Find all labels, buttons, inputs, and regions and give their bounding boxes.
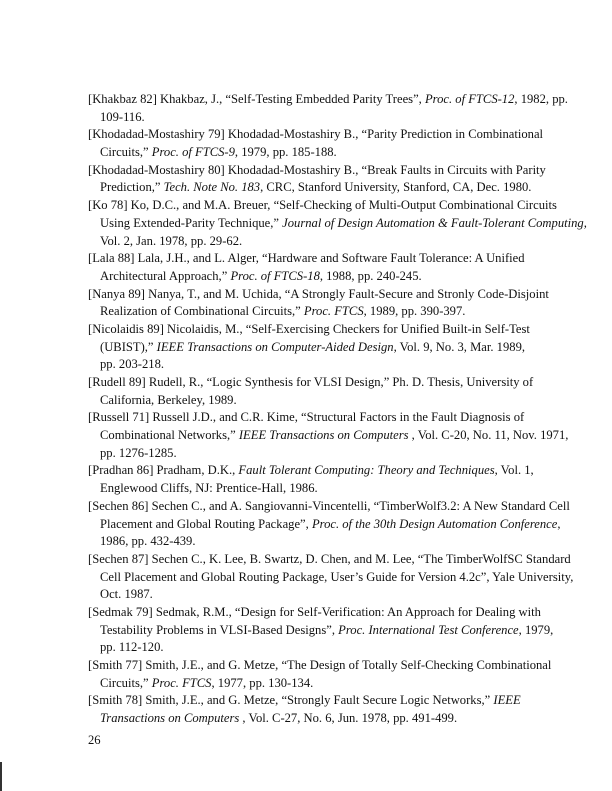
reference-line — [88, 356, 588, 374]
reference-line — [88, 480, 588, 498]
reference-text: , CRC, Stanford University, Stanford, CA, Dec. 1980. — [260, 180, 532, 195]
reference-text: pp. 1276-1285. — [100, 445, 177, 460]
reference-line — [88, 516, 588, 534]
reference-italic-text: Proc. of FTCS-18 — [230, 268, 320, 283]
reference-text: , 1979, — [518, 622, 554, 637]
reference-line — [88, 657, 588, 675]
reference-text: Using Extended-Parity Technique,” — [100, 215, 283, 230]
reference-text: Circuits,” — [100, 675, 152, 690]
reference-line — [88, 551, 588, 569]
reference-line — [88, 91, 588, 109]
reference-line — [88, 109, 588, 127]
reference-text: 109-116. — [100, 109, 145, 124]
reference-line — [88, 233, 588, 251]
reference-entry — [88, 197, 588, 250]
reference-entry — [88, 604, 588, 657]
reference-line — [88, 462, 588, 480]
reference-text: [Smith 78] Smith, J.E., and G. Metze, “Strongly Fault Secure Logic Networks,” — [88, 693, 494, 708]
reference-line — [88, 286, 588, 304]
reference-entry — [88, 692, 588, 727]
reference-line — [88, 427, 588, 445]
reference-text: California, Berkeley, 1989. — [100, 392, 237, 407]
reference-line — [88, 498, 588, 516]
reference-text: Oct. 1987. — [100, 587, 153, 602]
reference-entry — [88, 409, 588, 462]
reference-text: Architectural Approach,” — [100, 268, 231, 283]
reference-text: , Vol. 1, — [494, 463, 534, 478]
reference-text: [Sedmak 79] Sedmak, R.M., “Design for Self-Verification: An Approach for Dealing with — [88, 604, 541, 619]
reference-text: , Vol. C-20, No. 11, Nov. 1971, — [408, 428, 569, 443]
reference-text: Placement and Global Routing Package”, — [100, 516, 312, 531]
reference-line — [88, 409, 588, 427]
reference-line — [88, 179, 588, 197]
reference-italic-text: Proc. of the 30th Design Automation Conference — [311, 516, 558, 531]
reference-text: Realization of Combinational Circuits,” — [100, 304, 304, 319]
reference-line — [88, 533, 588, 551]
reference-entry — [88, 91, 588, 126]
reference-text: , 1982, pp. — [514, 92, 568, 106]
reference-line — [88, 250, 588, 268]
reference-line — [88, 675, 588, 693]
reference-text: [Khakbaz 82] Khakbaz, J., “Self-Testing Embedded Parity Trees”, — [88, 92, 425, 106]
reference-text: Testability Problems in VLSI-Based Designs”, — [100, 622, 339, 637]
reference-line — [88, 144, 588, 162]
reference-entry — [88, 462, 588, 497]
reference-italic-text: IEEE Transactions on Computers — [238, 428, 409, 443]
reference-text: [Nanya 89] Nanya, T., and M. Uchida, “A Strongly Fault-Secure and Stronly Code-Disjoint — [88, 286, 549, 301]
reference-italic-text: Proc. of FTCS-9 — [151, 145, 235, 160]
reference-line — [88, 162, 588, 180]
reference-text: [Rudell 89] Rudell, R., “Logic Synthesis for VLSI Design,” Ph. D. Thesis, University of — [88, 375, 534, 389]
reference-entry — [88, 374, 588, 409]
reference-text: [Smith 77] Smith, J.E., and G. Metze, “The Design of Totally Self-Checking Combinational — [88, 658, 552, 672]
reference-line — [88, 268, 588, 286]
reference-line — [88, 197, 588, 215]
reference-entry — [88, 126, 588, 161]
reference-line — [88, 586, 588, 604]
reference-line — [88, 710, 588, 728]
reference-line — [88, 339, 588, 357]
reference-text: [Ko 78] Ko, D.C., and M.A. Breuer, “Self-Checking of Multi-Output Combinational Circuits — [88, 198, 557, 213]
reference-line — [88, 569, 588, 587]
reference-line — [88, 604, 588, 622]
reference-text: , 1977, pp. 130-134. — [211, 675, 314, 690]
reference-text: (UBIST),” — [100, 339, 157, 354]
reference-line — [88, 445, 588, 463]
reference-line — [88, 639, 588, 657]
reference-text: Vol. 9, No. 3, Mar. 1989, — [396, 339, 526, 354]
reference-italic-text: Proc. of FTCS-12 — [424, 92, 515, 106]
reference-italic-text: Transactions on Computers — [100, 711, 240, 726]
reference-text: , — [557, 516, 561, 531]
reference-italic-text: Journal of Design Automation & Fault-Tolerant Computing, — [282, 215, 587, 230]
reference-italic-text: Fault Tolerant Computing: Theory and Techniques — [238, 463, 495, 478]
reference-text: Circuits,” — [100, 145, 152, 160]
reference-text: [Pradhan 86] Pradham, D.K., — [88, 463, 239, 478]
reference-italic-text: Tech. Note No. 183 — [163, 180, 261, 195]
reference-entry — [88, 162, 588, 197]
reference-line — [88, 126, 588, 144]
reference-entry — [88, 657, 588, 692]
reference-italic-text: IEEE Transactions on Computer-Aided Design, — [156, 339, 397, 354]
reference-line — [88, 692, 588, 710]
reference-line — [88, 622, 588, 640]
page-number: 26 — [88, 733, 101, 747]
reference-text: pp. 203-218. — [100, 357, 165, 372]
reference-text: [Lala 88] Lala, J.H., and L. Alger, “Hardware and Software Fault Tolerance: A Unified — [88, 251, 525, 266]
reference-entry — [88, 321, 588, 374]
reference-text: pp. 112-120. — [100, 640, 164, 655]
reference-line — [88, 392, 588, 410]
reference-italic-text: IEEE — [493, 693, 521, 708]
reference-text: Combinational Networks,” — [100, 428, 239, 443]
reference-text: Prediction,” — [100, 180, 164, 195]
reference-text: 1986, pp. 432-439. — [100, 534, 196, 549]
reference-text: , 1988, pp. 240-245. — [319, 268, 422, 283]
reference-line — [88, 215, 588, 233]
reference-line — [88, 321, 588, 339]
reference-entry — [88, 551, 588, 604]
reference-italic-text: Proc. FTCS — [303, 304, 364, 319]
reference-text: [Khodadad-Mostashiry 80] Khodadad-Mostashiry B., “Break Faults in Circuits with Parity — [88, 162, 546, 177]
reference-text: [Khodadad-Mostashiry 79] Khodadad-Mostashiry B., “Parity Prediction in Combinational — [88, 127, 544, 142]
reference-entry — [88, 286, 588, 321]
reference-text: , 1979, pp. 185-188. — [234, 145, 337, 160]
reference-text: , 1989, pp. 390-397. — [363, 304, 466, 319]
reference-entry — [88, 250, 588, 285]
reference-line — [88, 374, 588, 392]
scan-edge-mark — [0, 762, 2, 791]
reference-italic-text: Proc. International Test Conference — [338, 622, 519, 637]
reference-text: [Nicolaidis 89] Nicolaidis, M., “Self-Exercising Checkers for Unified Built-in Self-Test — [88, 321, 530, 336]
reference-text: [Russell 71] Russell J.D., and C.R. Kime, “Structural Factors in the Fault Diagnosis of — [88, 410, 525, 425]
reference-entry — [88, 498, 588, 551]
reference-list — [88, 91, 588, 728]
reference-italic-text: Proc. FTCS — [151, 675, 212, 690]
reference-text: , Vol. C-27, No. 6, Jun. 1978, pp. 491-499. — [239, 711, 458, 726]
reference-text: Englewood Cliffs, NJ: Prentice-Hall, 1986. — [100, 481, 318, 496]
reference-text: Cell Placement and Global Routing Package, User’s Guide for Version 4.2c”, Yale University, — [100, 569, 574, 584]
reference-text: Vol. 2, Jan. 1978, pp. 29-62. — [100, 233, 243, 248]
reference-text: [Sechen 86] Sechen C., and A. Sangiovanni-Vincentelli, “TimberWolf3.2: A New Standard Cell — [88, 498, 570, 513]
reference-line — [88, 303, 588, 321]
reference-text: [Sechen 87] Sechen C., K. Lee, B. Swartz, D. Chen, and M. Lee, “The TimberWolfSC Standard — [88, 551, 571, 566]
